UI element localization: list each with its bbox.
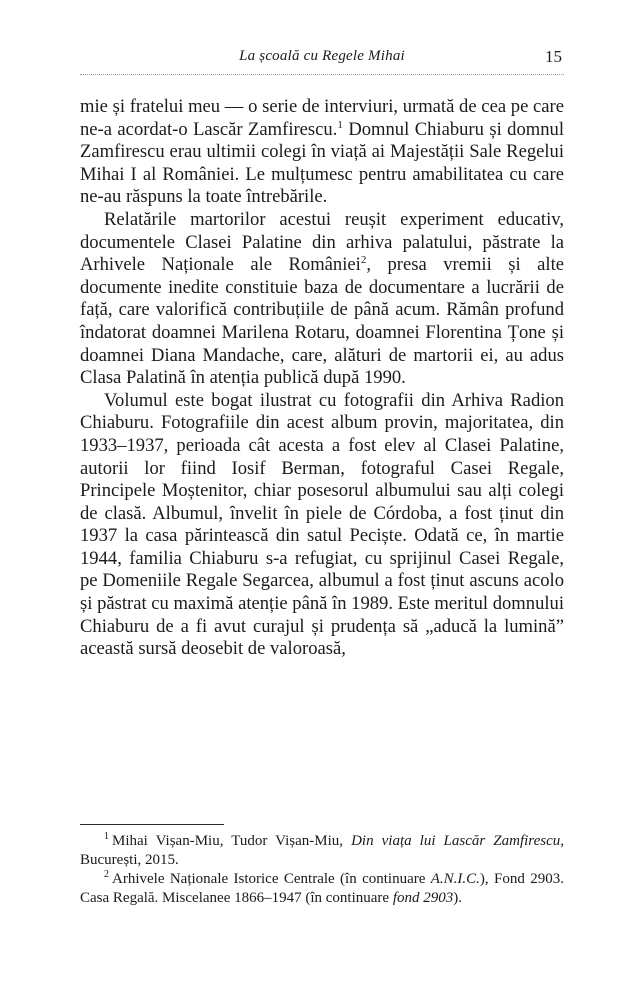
footnote-ref-2: 2 — [360, 253, 367, 266]
paragraph-1 — [80, 96, 564, 209]
footnote-2-text-a: Arhivele Naționale Istorice Centrale (în continuare — [112, 871, 431, 887]
footnote-1-text-b: , București, 2015. — [80, 833, 564, 868]
footnote-2-text-c: ). — [453, 890, 462, 906]
footnote-divider — [80, 824, 224, 825]
footnote-2-abbrev-2: fond 2903 — [392, 890, 454, 906]
paragraph-2-text-b: , presa vremii și alte documente inedite constituie baza de documentare a lucrării de față, care valorifică contribuțiile de până acum. Rămân profund îndatorat doamnei Marilena Rotaru, doamnei Florentina Țone și doamnei Diana Mandache, care, alături de martorii ei, au adus Clasa Palatină în atenția publică după 1990. — [80, 254, 565, 389]
footnote-2-text-b: ), Fond 2903. Casa Regală. Miscelanee 1866–1947 (în continuare — [80, 871, 564, 906]
page-number: 15 — [545, 47, 562, 66]
paragraph-2-text-a: Relatările martorilor acestui reușit experiment educativ, documentele Clasei Palatine din arhiva palatului, păstrate la Arhivele Naționale ale României — [80, 208, 564, 276]
footnote-1-title: Din viața lui Lascăr Zamfirescu — [351, 833, 561, 849]
body-text — [80, 96, 564, 661]
paragraph-3: Volumul este bogat ilustrat cu fotografii din Arhiva Radion Chiaburu. Fotografiile din acest album provin, majoritatea, din 1933–1937, perioada cât acesta a fost elev al Clasei Palatine, autorii lor fiind Iosif Berman, fotograful Casei Regale, Principele Moștenitor, chiar posesorul albumului sau alți colegi de clasă. Albumul, învelit în piele de Córdoba, a fost ținut din 1937 la casa părintească din satul Peciște. Odată ce, în martie 1944, familia Chiaburu s-a refugiat, cu sprijinul Casei Regale, pe Domeniile Regale Segarcea, albumul a fost ținut ascuns acolo și păstrat cu maximă atenție până în 1989. Este meritul domnului Chiaburu de a fi avut curajul și prudența să „aducă la lumină” această sursă deosebit de valoroasă, — [80, 389, 564, 660]
footnote-2-abbrev: A.N.I.C. — [430, 871, 480, 887]
running-title: La școală cu Regele Mihai — [239, 48, 405, 64]
footnote-2-marker: 2 — [104, 869, 109, 880]
paragraph-2 — [80, 209, 564, 390]
footnote-ref-1: 1 — [337, 118, 343, 131]
footnote-2 — [80, 870, 564, 908]
footnotes — [80, 832, 564, 908]
paragraph-1-text-a: mie și fratelui meu — o serie de interviuri, urmată de cea pe care ne-a acordat-o Lascăr Zamfirescu. — [80, 96, 564, 140]
footnote-1-marker: 1 — [104, 831, 109, 842]
paragraph-1-text-b: Domnul Chiaburu și domnul Zamfirescu erau ultimii colegi în viață ai Majestății Sale Regelui Mihai I al României. Le mulțumesc pentru amabilitatea cu care ne-au răspuns la toate întrebările. — [80, 118, 564, 208]
page-header — [80, 46, 564, 75]
footnote-1-text-a: Mihai Vișan-Miu, Tudor Vișan-Miu, — [112, 833, 352, 849]
footnote-1 — [80, 832, 564, 870]
